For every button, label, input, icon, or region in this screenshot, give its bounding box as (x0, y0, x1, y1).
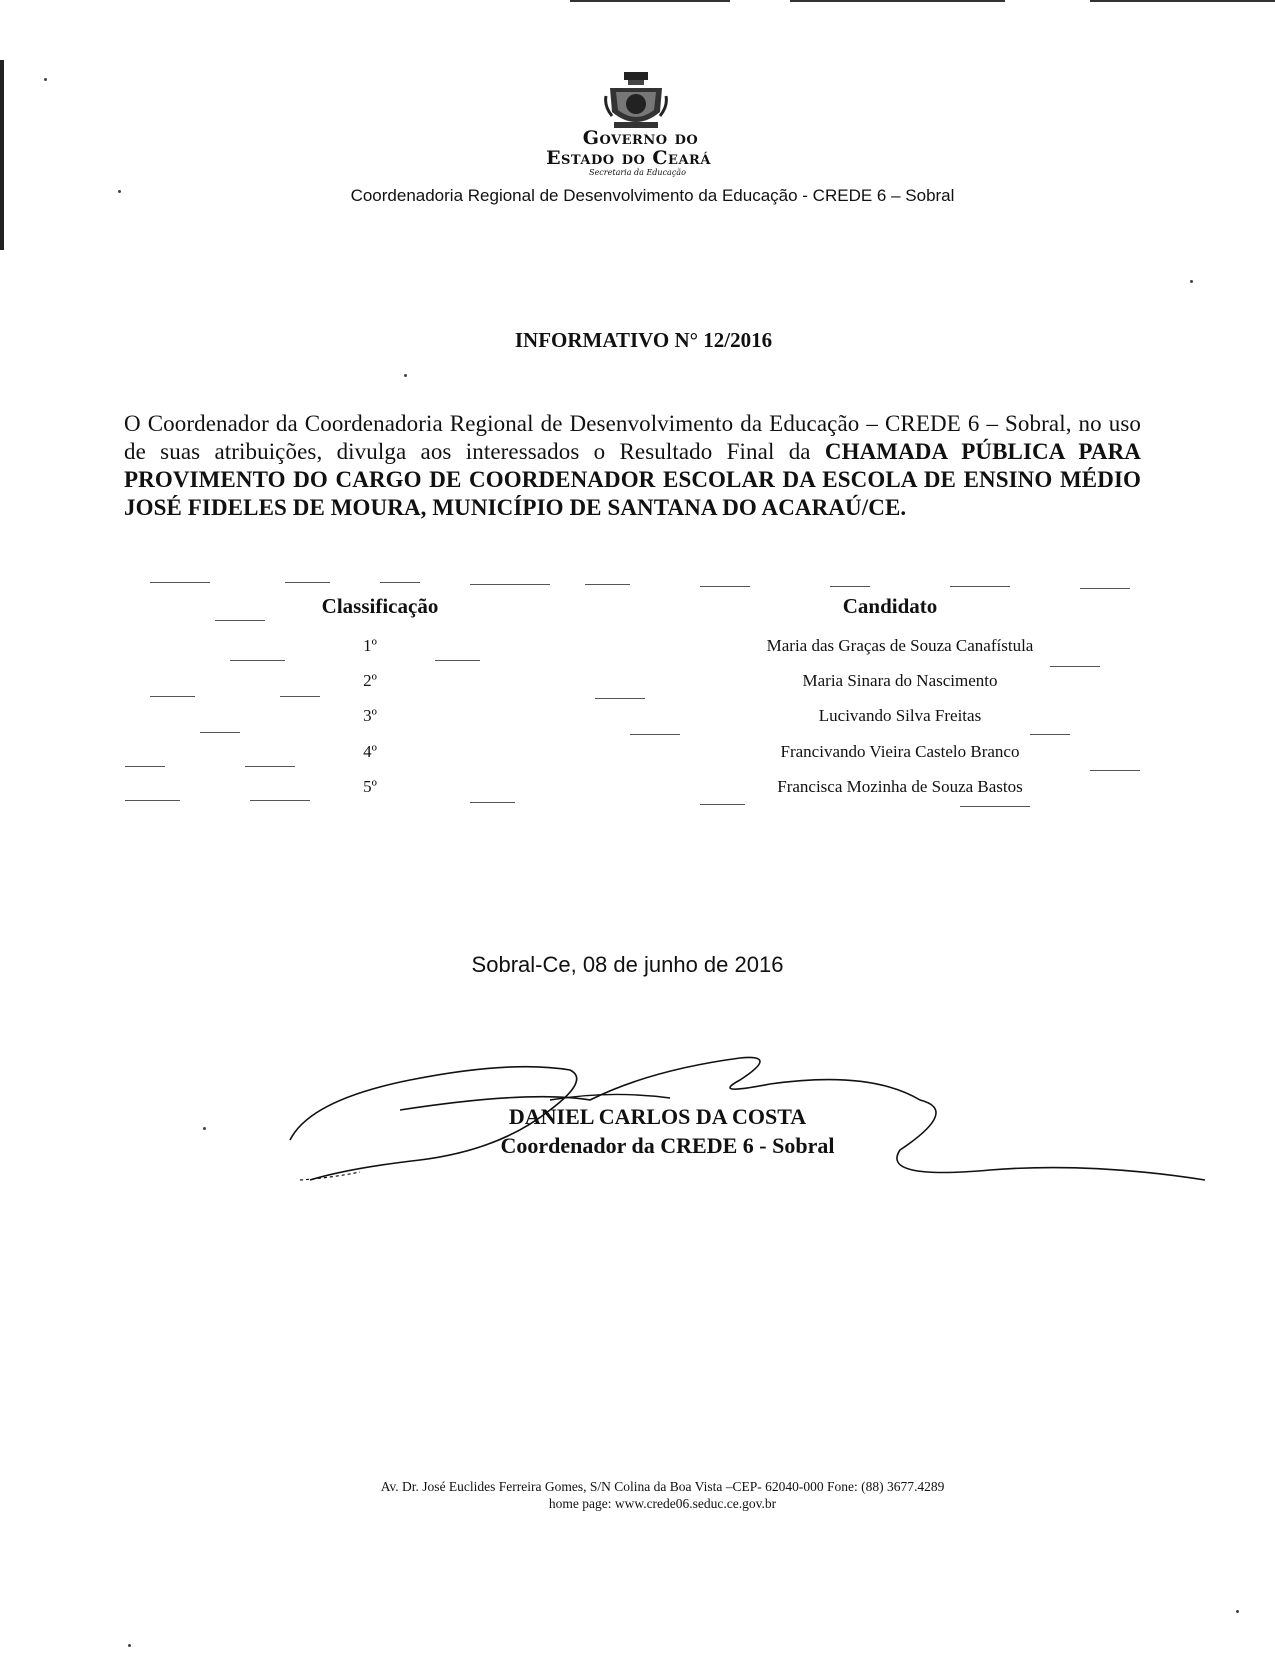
scan-dash (1080, 588, 1130, 589)
candidate-cell: Maria das Graças de Souza Canafístula (766, 636, 1034, 655)
intro-text: O Coordenador da Coordenadoria Regional de Desenvolvimento da Educação – CREDE 6 – Sobral, no uso de suas atribuições, divulga aos interessados o Resultado Final da (124, 411, 1141, 464)
footer-address: Av. Dr. José Euclides Ferreira Gomes, S/N Colina da Boa Vista –CEP- 62040-000 Fone: (88) 3677.4289 (380, 1479, 945, 1494)
rank-cell: 3º (363, 706, 377, 725)
scan-dash (150, 582, 210, 583)
scan-dash (700, 586, 750, 587)
table-row (0, 742, 1275, 772)
document-title: INFORMATIVO N° 12/2016 (514, 328, 773, 352)
table-row (0, 636, 1275, 666)
scan-top-rule (1090, 0, 1275, 2)
scan-top-rule (570, 0, 730, 2)
coordination-line: Coordenadoria Regional de Desenvolvimento da Educação - CREDE 6 – Sobral (350, 186, 955, 205)
candidate-cell: Lucivando Silva Freitas (818, 706, 982, 725)
scan-speck (1190, 280, 1193, 283)
table-row (0, 671, 1275, 701)
column-header-candidate: Candidato (842, 594, 938, 618)
government-line-1: Governo do (582, 127, 699, 149)
government-line-2: Estado do Ceará (546, 147, 711, 169)
scan-dash (950, 586, 1010, 587)
place-and-date: Sobral-Ce, 08 de junho de 2016 (471, 952, 784, 977)
rank-cell: 2º (363, 671, 377, 690)
scan-speck (1236, 1610, 1239, 1613)
footer-homepage: home page: www.crede06.seduc.ce.gov.br (548, 1496, 777, 1511)
scan-speck (44, 78, 47, 81)
secretariat-label: Secretaria da Educação (589, 168, 686, 177)
government-heading (0, 128, 1275, 177)
scan-dash (285, 582, 330, 583)
scan-speck (118, 190, 121, 193)
rank-cell: 1º (363, 636, 377, 655)
table-row (0, 706, 1275, 736)
candidate-cell: Maria Sinara do Nascimento (802, 671, 998, 690)
intro-paragraph (124, 410, 1141, 522)
scan-dash (215, 620, 265, 621)
candidate-cell: Francivando Vieira Castelo Branco (780, 742, 1020, 761)
scan-speck (404, 374, 407, 377)
column-header-classification: Classificação (321, 594, 439, 618)
scan-dash (1050, 666, 1100, 667)
scan-top-rule (790, 0, 1005, 2)
state-coat-of-arms-icon (604, 72, 668, 132)
scan-dash (585, 584, 630, 585)
intro-bold-text: CHAMADA PÚBLICA PARA PROVIMENTO DO CARGO DE COORDENADOR ESCOLAR DA ESCOLA DE ENSINO MÉDIO JOSÉ FIDELES DE MOURA, MUNICÍPIO DE SANTANA DO ACARAÚ/CE. (124, 439, 1141, 520)
scan-speck (203, 1127, 206, 1130)
page-footer (0, 1478, 1275, 1512)
table-row (0, 777, 1275, 807)
scan-dash (470, 584, 550, 585)
signer-name: DANIEL CARLOS DA COSTA (508, 1104, 807, 1129)
candidate-cell: Francisca Mozinha de Souza Bastos (777, 777, 1023, 796)
scan-dash (830, 586, 870, 587)
scan-dash (380, 582, 420, 583)
rank-cell: 4º (363, 742, 377, 761)
signer-role: Coordenador da CREDE 6 - Sobral (500, 1133, 835, 1158)
scan-speck (128, 1644, 131, 1647)
rank-cell: 5º (363, 777, 377, 796)
